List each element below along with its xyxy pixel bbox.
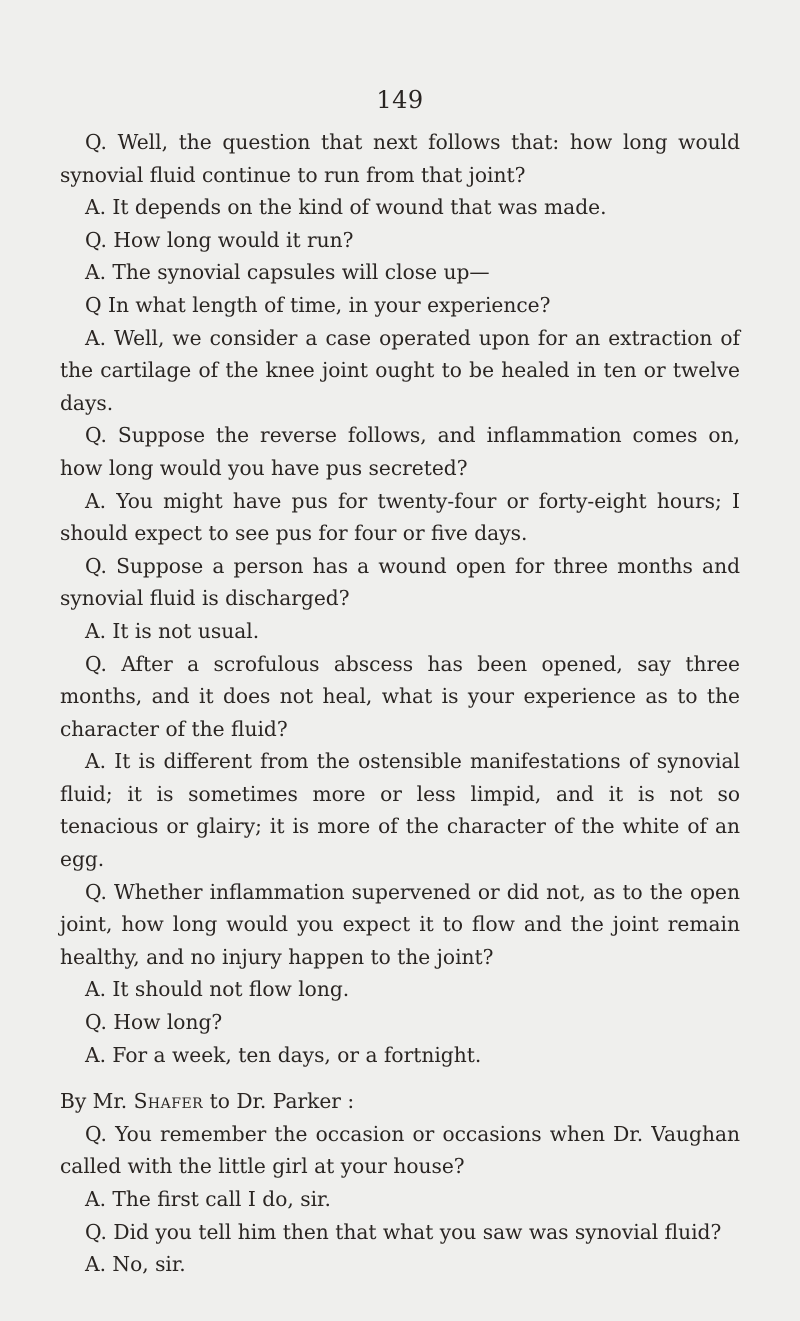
qa-paragraph: Q. Did you tell him then that what you saw was synovial fluid? bbox=[85, 1219, 722, 1244]
qa-paragraph: Q. Whether inflammation supervened or did not, as to the open joint, how long would you expect it to flow and the joint remain healthy, and no injury happen to the joint? bbox=[60, 879, 740, 969]
page-number: 149 bbox=[376, 86, 424, 114]
transcript-body bbox=[60, 126, 740, 1281]
examination-prefix: By Mr. bbox=[60, 1089, 134, 1114]
qa-paragraph: Q In what length of time, in your experience? bbox=[85, 292, 551, 317]
qa-paragraph: Q. Suppose the reverse follows, and inflammation comes on, how long would you have pus secreted? bbox=[60, 423, 740, 480]
qa-paragraph: A. You might have pus for twenty-four or forty-eight hours; I should expect to see pus for four or five days. bbox=[60, 488, 740, 546]
examination-heading bbox=[60, 1085, 740, 1118]
qa-paragraph: A. It depends on the kind of wound that was made. bbox=[85, 195, 607, 220]
qa-paragraph: A. No, sir. bbox=[85, 1252, 186, 1277]
qa-paragraph: A. It is different from the ostensible manifestations of synovial fluid; it is sometimes more or less limpid, and it is not so tenacious or glairy; it is more of the character of the white of an egg. bbox=[60, 749, 740, 872]
qa-paragraph: Q. How long? bbox=[85, 1010, 223, 1035]
qa-paragraph: A. Well, we consider a case operated upon for an extraction of the cartilage of the knee joint ought to be healed in ten or twelve days. bbox=[60, 325, 740, 415]
qa-paragraph: A. It is not usual. bbox=[85, 618, 260, 643]
qa-paragraph: Q. Well, the question that next follows that: how long would synovial fluid continue to run from that joint? bbox=[60, 130, 740, 187]
qa-paragraph: Q. How long would it run? bbox=[85, 227, 354, 252]
examination-suffix: to Dr. Parker : bbox=[203, 1089, 355, 1114]
qa-paragraph: Q. After a scrofulous abscess has been opened, say three months, and it does not heal, what is your experience as to the character of the fluid? bbox=[60, 651, 740, 741]
qa-paragraph: Q. Suppose a person has a wound open for three months and synovial fluid is discharged? bbox=[60, 553, 740, 611]
qa-paragraph: A. It should not flow long. bbox=[85, 977, 350, 1002]
examiner-name: Shafer bbox=[133, 1089, 204, 1114]
qa-paragraph: A. The first call I do, sir. bbox=[85, 1187, 331, 1211]
qa-paragraph: Q. You remember the occasion or occasions when Dr. Vaughan called with the little girl at your house? bbox=[60, 1121, 740, 1179]
qa-paragraph: A. For a week, ten days, or a fortnight. bbox=[85, 1042, 482, 1067]
qa-paragraph: A. The synovial capsules will close up— bbox=[85, 260, 490, 285]
